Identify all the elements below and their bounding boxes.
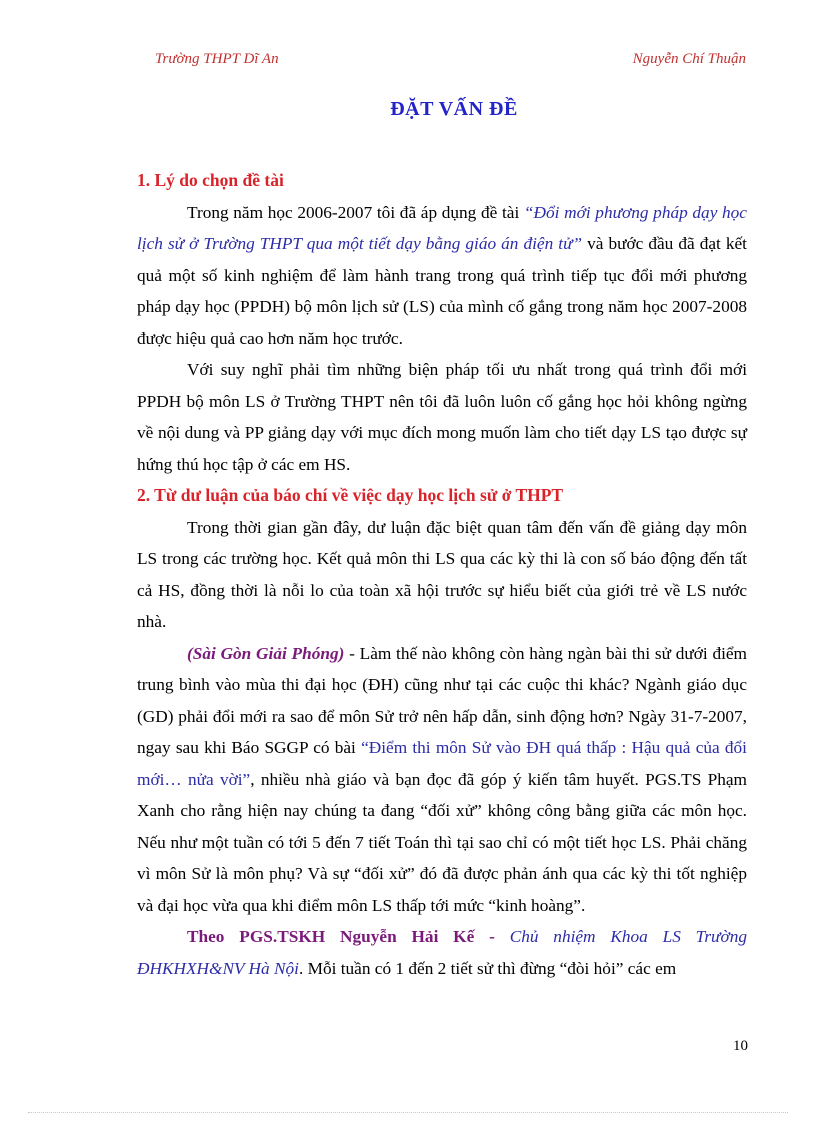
- section-2-paragraph-2: [137, 638, 747, 922]
- text-run: và bước đầu đã đạt kết quả một số kinh nghiệm để làm hành trang trong quá trình tiếp tục đổi mới phương pháp dạy học (PPDH) bộ môn lịch sử (LS) của mình cố gắng trong năm học 2007-2008 được hiệu quả cao hơn năm học trước.: [137, 234, 747, 348]
- dash: -: [474, 927, 510, 946]
- page-number: 10: [733, 1038, 748, 1054]
- topic-title: “Đổi mới phương pháp dạy học lịch sử ở Trường THPT qua một tiết dạy bằng giáo án điện tử”: [137, 202, 747, 253]
- article-title: “Điểm thi môn Sử vào ĐH quá thấp : Hậu quả của đổi mới… nửa vời”: [137, 738, 747, 789]
- header-author: Nguyễn Chí Thuận: [632, 51, 746, 67]
- section-1-paragraph-2: Với suy nghĩ phải tìm những biện pháp tối ưu nhất trong quá trình đổi mới PPDH bộ môn LS ở Trường THPT nên tôi đã luôn luôn cố gắng học hỏi không ngừng về nội dung và PP giảng dạy với mục đích mong muốn làm cho tiết dạy LS tạo được sự hứng thú học tập ở các em HS.: [137, 360, 747, 474]
- section-1-heading: 1. Lý do chọn đề tài: [137, 170, 284, 190]
- person-position: Chủ nhiệm Khoa LS Trường ĐHKHXH&NV Hà Nội: [137, 927, 747, 978]
- document-body: [137, 165, 747, 984]
- section-2-heading: 2. Từ dư luận của báo chí về việc dạy học lịch sử ở THPT: [137, 485, 564, 505]
- page-title: ĐẶT VẤN ĐỀ: [390, 98, 518, 120]
- text-run: - Làm thế nào không còn hàng ngàn bài thi sử dưới điểm trung bình vào mùa thi đại học (ĐH) cũng như tại các cuộc thi khác? Ngành giáo dục (GD) phải đổi mới ra sao để môn Sử trở nên hấp dẫn, sinh động hơn? Ngày 31-7-2007, ngay sau khi Báo SGGP có bài: [137, 643, 747, 757]
- text-run: . Mỗi tuần có 1 đến 2 tiết sử thì đừng “đòi hỏi” các em: [298, 958, 677, 978]
- header-school: Trường THPT Dĩ An: [155, 51, 279, 67]
- section-2-paragraph-3: [137, 921, 747, 984]
- text-run: Trong năm học 2006-2007 tôi đã áp dụng đề tài: [187, 202, 524, 222]
- section-1-paragraph-1: [137, 197, 747, 355]
- newspaper-source: (Sài Gòn Giải Phóng): [187, 643, 345, 663]
- text-run: , nhiều nhà giáo và bạn đọc đã góp ý kiến tâm huyết. PGS.TS Phạm Xanh cho rằng hiện nay chúng ta đang “đối xử” không công bằng giữa các môn học. Nếu như một tuần có tới 5 đến 7 tiết Toán thì tại sao chỉ có một tiết học LS. Phải chăng vì môn Sử là môn phụ? Và sự “đối xử” đó đã được phản ánh qua các kỳ thi tốt nghiệp và đại học vừa qua khi điểm môn LS thấp tới mức “kinh hoàng”.: [137, 769, 747, 915]
- section-2-paragraph-1: Trong thời gian gần đây, dư luận đặc biệt quan tâm đến vấn đề giảng dạy môn LS trong các trường học. Kết quả môn thi LS qua các kỳ thi là con số báo động đến tất cả HS, đồng thời là nỗi lo của toàn xã hội trước sự hiểu biết của giới trẻ về LS nước nhà.: [137, 517, 747, 631]
- quoted-person: Theo PGS.TSKH Nguyễn Hải Kế: [187, 927, 475, 946]
- page-bottom-divider: [28, 1112, 788, 1113]
